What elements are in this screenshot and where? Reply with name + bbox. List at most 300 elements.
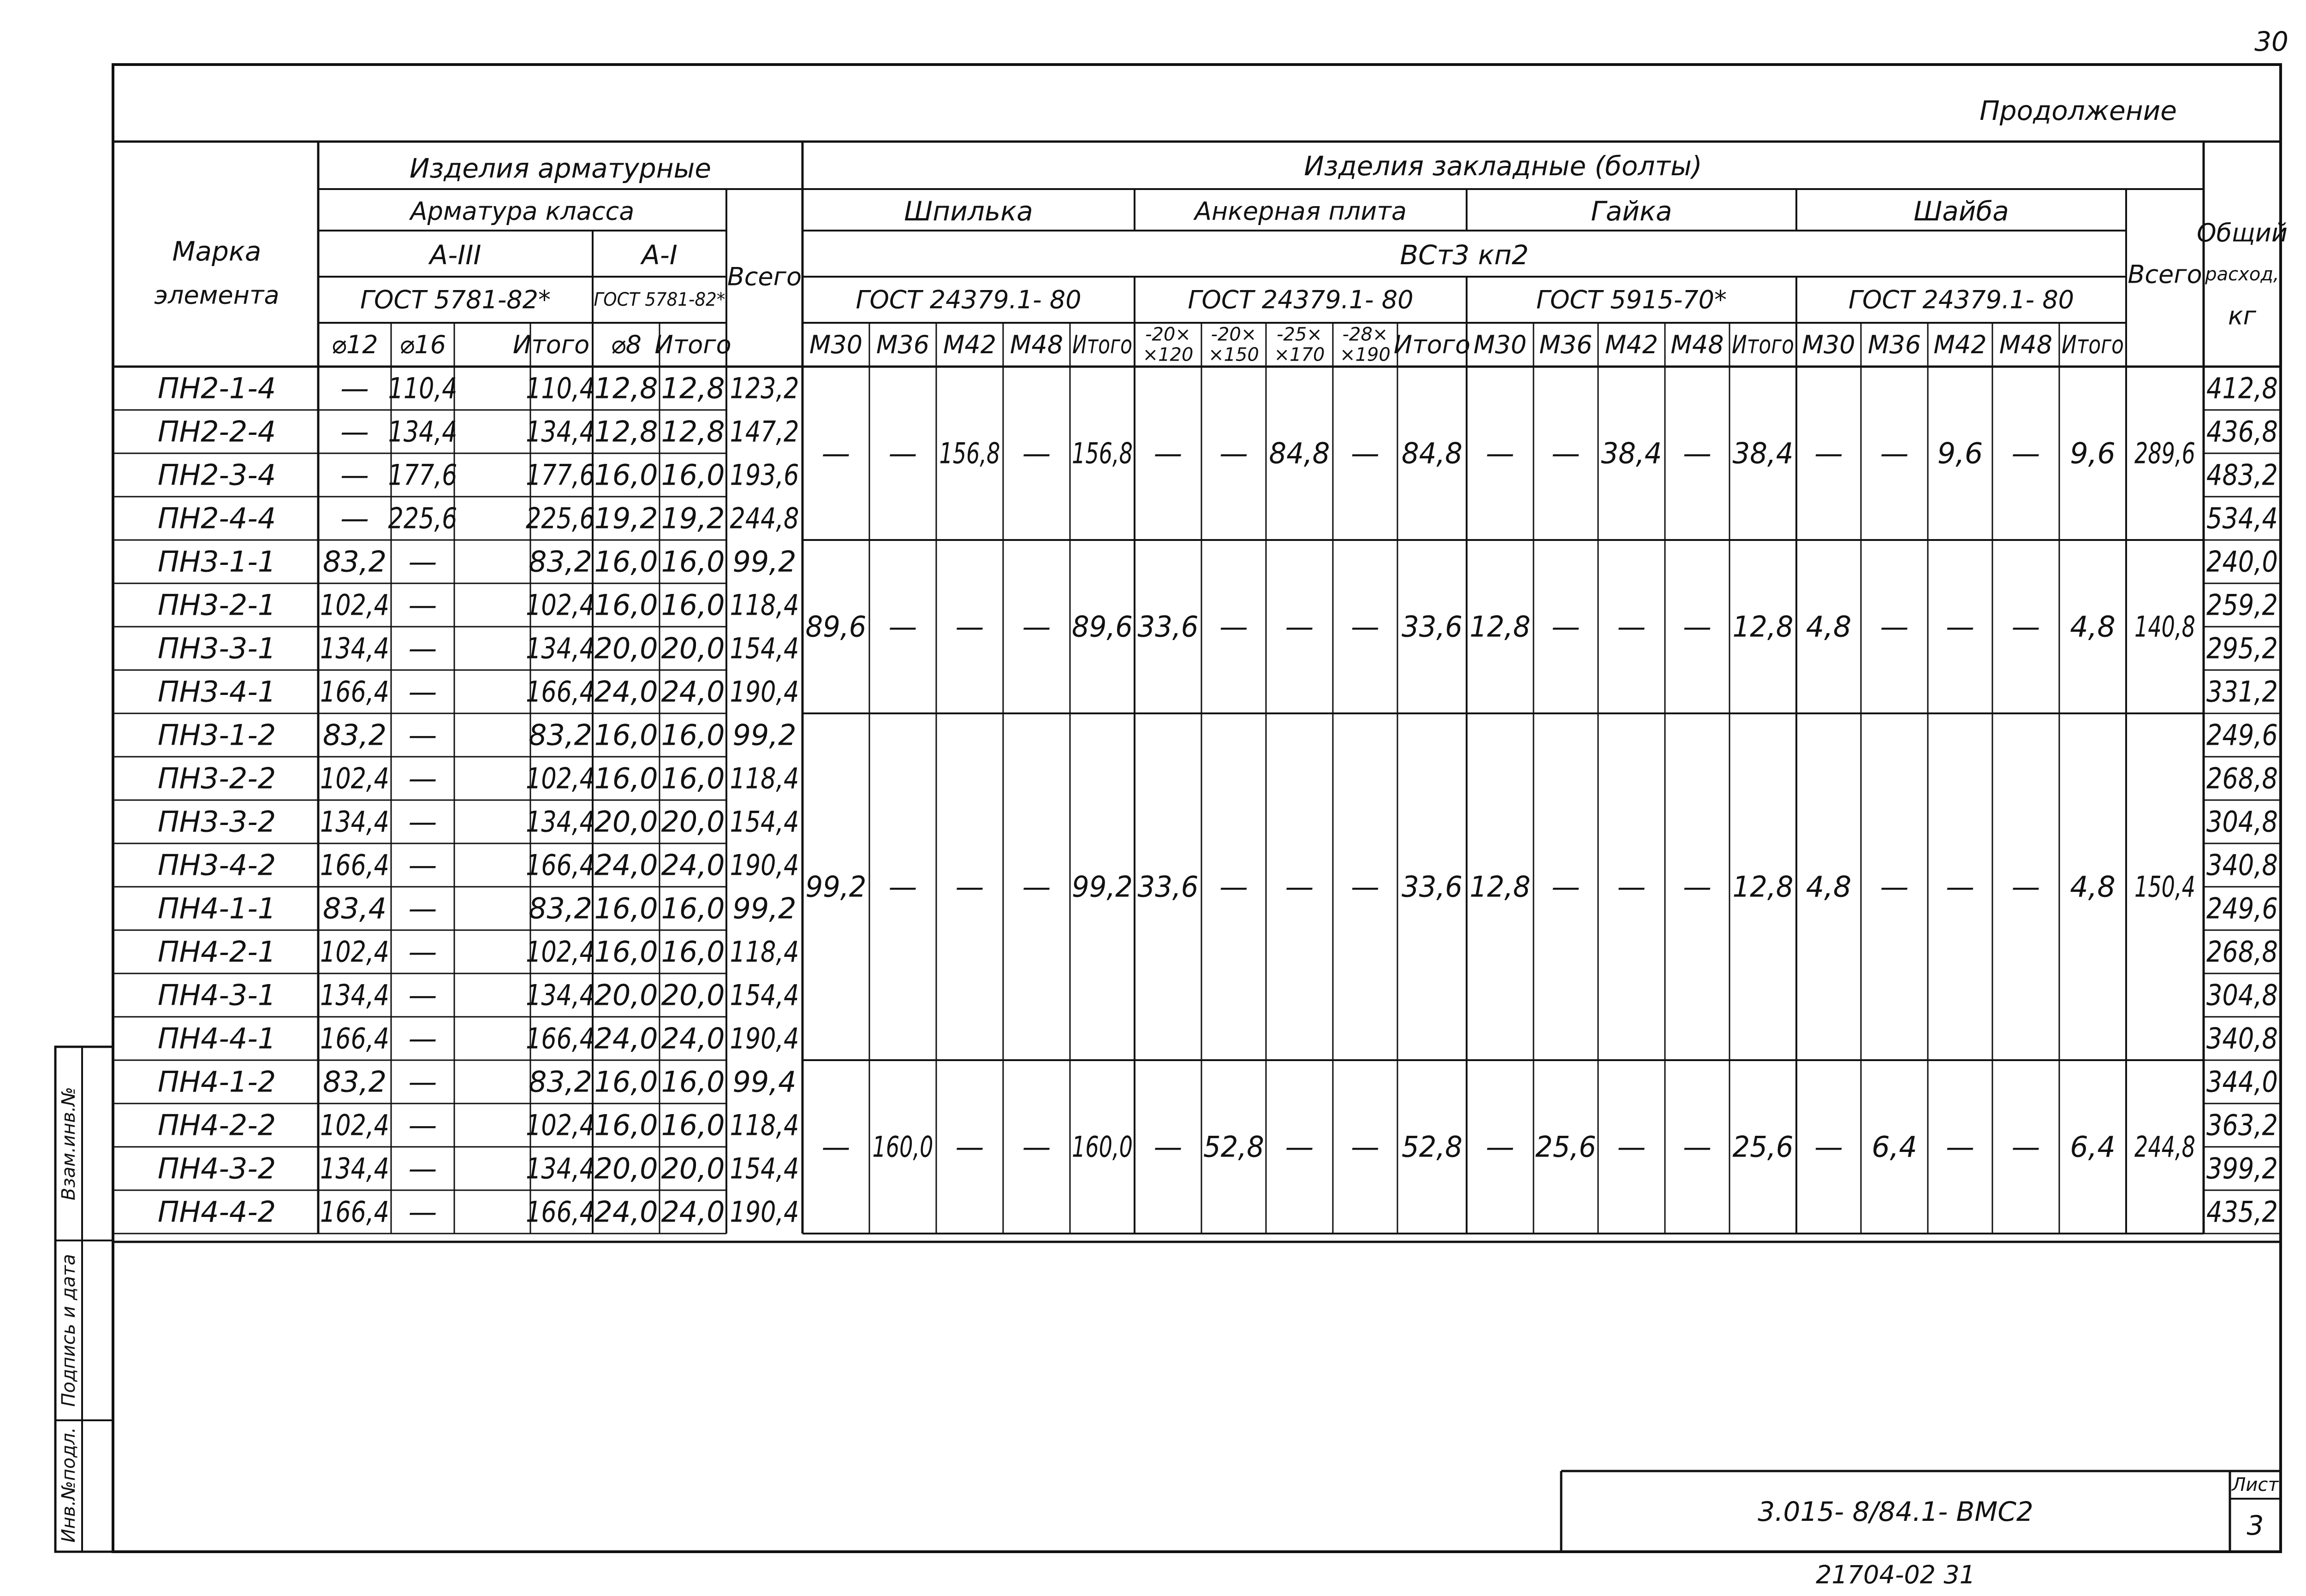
subcol-nut-5: Итого [1732, 330, 1794, 359]
row-mark: ПН2-1-4 [157, 371, 276, 405]
cell-d12: 166,4 [320, 1195, 389, 1229]
archive-code: 21704-02 31 [1816, 1560, 1975, 1590]
cell-a1t: 24,0 [661, 848, 725, 882]
cell-d12: 83,2 [322, 1065, 387, 1099]
sheet-number: 3 [2247, 1510, 2264, 1541]
cell-overall: 340,8 [2206, 1021, 2278, 1056]
group-cell: 12,8 [1469, 870, 1531, 904]
cell-d12: 166,4 [320, 848, 389, 882]
group-cell: 25,6 [1535, 1130, 1596, 1164]
group-cell: 84,8 [1269, 436, 1330, 470]
group-cell: — [888, 436, 917, 470]
group-cell: 4,8 [1806, 870, 1852, 904]
subcol-d12: ⌀12 [331, 330, 378, 359]
cell-d12: — [340, 501, 369, 535]
group-cell: — [1486, 436, 1515, 470]
row-mark: ПН3-3-2 [157, 805, 276, 839]
cell-d16: — [408, 805, 437, 839]
cell-total: 190,4 [730, 848, 799, 882]
rebar-total-header: Всего [727, 262, 802, 291]
subcol-plate-4: -28× [1342, 324, 1388, 345]
group-cell: 12,8 [1732, 870, 1794, 904]
row-mark: ПН4-1-2 [157, 1065, 276, 1099]
cell-overall: 304,8 [2206, 978, 2278, 1012]
cell-a1t: 24,0 [661, 1021, 725, 1056]
group-cell: — [821, 1130, 850, 1164]
cell-d8: 20,0 [594, 805, 658, 839]
rebar-title: Изделия арматурные [409, 153, 712, 184]
side-stamp-label: Взам.инв.№ [58, 1086, 79, 1201]
group-cell: — [1683, 870, 1712, 904]
group-cell: — [1814, 1130, 1843, 1164]
group-cell: — [1880, 436, 1909, 470]
row-mark: ПН3-1-2 [157, 718, 276, 752]
group-cell: — [955, 610, 984, 644]
cell-d16: — [408, 1021, 437, 1056]
side-stamp-label: Инв.№подл. [58, 1427, 79, 1543]
sheet-label: Лист [2232, 1474, 2279, 1495]
cell-d16: — [408, 891, 437, 926]
group-cell: — [1880, 610, 1909, 644]
group-cell: — [1617, 610, 1646, 644]
cell-overall: 435,2 [2206, 1195, 2278, 1229]
subcol-washer-2: М36 [1867, 330, 1921, 359]
cell-d8: 16,0 [594, 1108, 658, 1142]
subcol-stud-4: М48 [1010, 330, 1064, 359]
gost-a1-label: ГОСТ 5781-82* [594, 289, 725, 310]
group-cell: — [1219, 610, 1248, 644]
cell-d16: — [408, 631, 437, 665]
cell-overall: 268,8 [2206, 761, 2278, 795]
cell-a3t: 83,2 [528, 545, 593, 579]
cell-a3t: 134,4 [526, 631, 595, 665]
cell-overall: 363,2 [2206, 1108, 2278, 1142]
cell-a1t: 19,2 [661, 501, 725, 535]
cell-d16: — [408, 848, 437, 882]
group-cell: 89,6 [805, 610, 867, 644]
cell-d16: — [408, 675, 437, 709]
group-cell: 33,6 [1402, 610, 1462, 644]
page-number: 30 [2254, 26, 2288, 57]
cell-total: 118,4 [730, 588, 799, 622]
cell-a1t: 16,0 [661, 588, 725, 622]
group-cell: 25,6 [1732, 1130, 1794, 1164]
cell-a1t: 24,0 [661, 1195, 725, 1229]
cell-d12: 102,4 [320, 1108, 389, 1142]
group-plate-label: Анкерная плита [1195, 196, 1407, 226]
subcol-stud-3: М42 [943, 330, 997, 359]
cell-d8: 16,0 [594, 761, 658, 795]
cell-overall: 436,8 [2206, 415, 2278, 449]
group-cell: — [1946, 870, 1974, 904]
cell-d12: 102,4 [320, 761, 389, 795]
group-cell: — [1880, 870, 1909, 904]
cell-overall: 344,0 [2206, 1065, 2278, 1099]
cell-total: 244,8 [730, 501, 799, 535]
group-cell: — [1551, 436, 1580, 470]
cell-d16: — [408, 1151, 437, 1186]
cell-d16: — [408, 1195, 437, 1229]
group-cell: — [1551, 610, 1580, 644]
row-mark: ПН3-4-1 [157, 675, 276, 709]
group-cell: — [1351, 870, 1379, 904]
subcol-a1-total: Итого [654, 330, 731, 359]
group-cell: 33,6 [1402, 870, 1462, 904]
group-cell: — [955, 870, 984, 904]
group-cell: 9,6 [2070, 436, 2116, 470]
cell-total: 154,4 [730, 631, 799, 665]
group-cell: 140,8 [2134, 610, 2195, 644]
group-washer-label: Шайба [1914, 196, 2009, 227]
cell-d12: 102,4 [320, 935, 389, 969]
cell-overall: 304,8 [2206, 805, 2278, 839]
cell-total: 123,2 [730, 371, 799, 405]
embed-title: Изделия закладные (болты) [1304, 150, 1702, 182]
group-cell: 33,6 [1137, 870, 1199, 904]
group-cell: 52,8 [1203, 1130, 1264, 1164]
row-mark: ПН4-2-2 [157, 1108, 276, 1142]
group-cell: — [821, 436, 850, 470]
cell-d8: 16,0 [594, 545, 658, 579]
row-mark: ПН4-4-1 [157, 1021, 276, 1056]
cell-d12: 134,4 [320, 631, 389, 665]
cell-a1t: 24,0 [661, 675, 725, 709]
row-mark: ПН4-1-1 [157, 891, 276, 926]
cell-a3t: 166,4 [526, 675, 595, 709]
cell-d16: — [408, 588, 437, 622]
cell-d12: — [340, 371, 369, 405]
cell-a1t: 20,0 [661, 805, 725, 839]
group-cell: — [1946, 610, 1974, 644]
group-cell: — [1285, 870, 1314, 904]
cell-a3t: 134,4 [526, 978, 595, 1012]
group-nut-label: Гайка [1591, 196, 1672, 227]
cell-overall: 399,2 [2206, 1151, 2278, 1186]
subcol-stud-2: М36 [876, 330, 930, 359]
cell-a1t: 16,0 [661, 545, 725, 579]
row-mark: ПН3-2-1 [157, 588, 276, 622]
cell-d8: 16,0 [594, 718, 658, 752]
cell-d8: 16,0 [594, 891, 658, 926]
cell-a1t: 12,8 [661, 415, 725, 449]
gost-a3-label: ГОСТ 5781-82* [360, 285, 551, 314]
subcol-nut-2: М36 [1539, 330, 1593, 359]
mark-header: Марка [172, 236, 262, 267]
cell-a3t: 102,4 [526, 761, 595, 795]
cell-a1t: 16,0 [661, 718, 725, 752]
group-cell: — [888, 610, 917, 644]
cell-d8: 16,0 [594, 935, 658, 969]
group-cell: 160,0 [1072, 1130, 1133, 1164]
cell-total: 190,4 [730, 675, 799, 709]
group-cell: — [1683, 1130, 1712, 1164]
cell-a3t: 134,4 [526, 1151, 595, 1186]
group-cell: — [1351, 436, 1379, 470]
cell-a3t: 102,4 [526, 588, 595, 622]
cell-total: 193,6 [730, 458, 799, 492]
cell-total: 99,4 [732, 1065, 796, 1099]
subcol-plate-4: ×190 [1340, 344, 1391, 366]
subcol-washer-3: М42 [1933, 330, 1987, 359]
group-cell: 89,6 [1072, 610, 1133, 644]
cell-d8: 16,0 [594, 1065, 658, 1099]
cell-d16: — [408, 1108, 437, 1142]
row-mark: ПН2-4-4 [157, 501, 276, 535]
cell-overall: 483,2 [2206, 458, 2278, 492]
group-cell: — [2011, 870, 2040, 904]
cell-d8: 16,0 [594, 588, 658, 622]
gost-stud-label: ГОСТ 24379.1- 80 [856, 285, 1082, 314]
group-cell: — [1683, 436, 1712, 470]
cell-a1t: 12,8 [661, 371, 725, 405]
cell-a3t: 83,2 [528, 1065, 593, 1099]
cell-d12: 166,4 [320, 1021, 389, 1056]
cell-total: 154,4 [730, 805, 799, 839]
row-mark: ПН4-4-2 [157, 1195, 276, 1229]
subcol-washer-4: М48 [1999, 330, 2053, 359]
subcol-plate-3: ×170 [1274, 344, 1325, 366]
cell-d12: 134,4 [320, 805, 389, 839]
cell-total: 99,2 [732, 545, 796, 579]
cell-a3t: 166,4 [526, 1021, 595, 1056]
cell-a3t: 225,6 [526, 501, 595, 535]
group-cell: — [1153, 436, 1183, 470]
group-cell: 4,8 [1806, 610, 1852, 644]
subcol-stud-5: Итого [1072, 330, 1132, 359]
group-cell: 289,6 [2134, 436, 2195, 470]
cell-a1t: 16,0 [661, 1065, 725, 1099]
overall-header: Общий [2197, 218, 2288, 248]
group-cell: 156,8 [939, 436, 1000, 470]
cell-overall: 240,0 [2206, 545, 2278, 579]
cell-overall: 249,6 [2206, 718, 2278, 752]
group-cell: — [1351, 610, 1379, 644]
cell-a1t: 16,0 [661, 761, 725, 795]
cell-d16: — [408, 545, 437, 579]
row-mark: ПН2-3-4 [157, 458, 276, 492]
cell-a1t: 16,0 [661, 935, 725, 969]
cell-a3t: 177,6 [526, 458, 595, 492]
cell-d16: — [408, 978, 437, 1012]
row-mark: ПН3-3-1 [157, 631, 276, 665]
cell-total: 118,4 [730, 1108, 799, 1142]
row-mark: ПН3-1-1 [157, 545, 276, 579]
cell-d16: 177,6 [388, 458, 458, 492]
class-a1-label: А-I [642, 239, 678, 271]
group-cell: — [1551, 870, 1580, 904]
mark-header: элемента [154, 280, 279, 310]
cell-d8: 19,2 [594, 501, 658, 535]
cell-d12: 83,2 [322, 545, 387, 579]
group-cell: 150,4 [2134, 870, 2195, 904]
cell-d8: 16,0 [594, 458, 658, 492]
subcol-plate-3: -25× [1277, 324, 1322, 345]
cell-d12: 83,2 [322, 718, 387, 752]
cell-total: 147,2 [730, 415, 799, 449]
cell-total: 190,4 [730, 1195, 799, 1229]
cell-a3t: 166,4 [526, 848, 595, 882]
group-cell: — [888, 870, 917, 904]
gost-plate-label: ГОСТ 24379.1- 80 [1188, 285, 1414, 314]
subcol-d16: ⌀16 [399, 330, 446, 359]
cell-d16: 225,6 [388, 501, 458, 535]
group-cell: 6,4 [1872, 1130, 1917, 1164]
cell-a1t: 16,0 [661, 891, 725, 926]
cell-d12: 83,4 [322, 891, 387, 926]
subcol-plate-1: -20× [1145, 324, 1191, 345]
group-cell: — [2011, 610, 2040, 644]
group-stud-label: Шпилька [904, 196, 1033, 227]
cell-d8: 24,0 [594, 1195, 658, 1229]
row-mark: ПН2-2-4 [157, 415, 276, 449]
cell-d8: 24,0 [594, 1021, 658, 1056]
group-cell: 4,8 [2070, 870, 2116, 904]
cell-a3t: 134,4 [526, 415, 595, 449]
group-cell: — [2011, 436, 2040, 470]
group-cell: 12,8 [1469, 610, 1531, 644]
cell-d12: — [340, 458, 369, 492]
subcol-nut-3: М42 [1605, 330, 1658, 359]
cell-total: 99,2 [732, 891, 796, 926]
cell-a3t: 110,4 [526, 371, 595, 405]
cell-total: 154,4 [730, 978, 799, 1012]
group-cell: — [1617, 870, 1646, 904]
row-mark: ПН4-3-1 [157, 978, 276, 1012]
continuation-label: Продолжение [1979, 95, 2177, 126]
group-cell: — [1946, 1130, 1974, 1164]
cell-d8: 20,0 [594, 1151, 658, 1186]
embed-total-header: Всего [2128, 260, 2202, 289]
cell-a1t: 16,0 [661, 458, 725, 492]
subcol-nut-1: М30 [1473, 330, 1527, 359]
group-cell: 4,8 [2070, 610, 2116, 644]
group-cell: 6,4 [2070, 1130, 2116, 1164]
subcol-nut-4: М48 [1670, 330, 1724, 359]
cell-a1t: 20,0 [661, 1151, 725, 1186]
group-cell: — [1022, 436, 1051, 470]
cell-total: 118,4 [730, 935, 799, 969]
group-cell: 84,8 [1402, 436, 1462, 470]
cell-d12: 134,4 [320, 978, 389, 1012]
cell-d16: 134,4 [388, 415, 458, 449]
group-cell: — [955, 1130, 984, 1164]
rebar-class-label: Арматура класса [410, 196, 635, 226]
gost-washer-label: ГОСТ 24379.1- 80 [1848, 285, 2074, 314]
cell-overall: 268,8 [2206, 935, 2278, 969]
subcol-plate-total: Итого [1393, 330, 1471, 359]
group-cell: 52,8 [1402, 1130, 1462, 1164]
group-cell: — [1153, 1130, 1183, 1164]
class-a3-label: А-III [429, 239, 481, 271]
cell-overall: 259,2 [2206, 588, 2278, 622]
cell-total: 99,2 [732, 718, 796, 752]
subcol-stud-1: М30 [809, 330, 863, 359]
cell-total: 190,4 [730, 1021, 799, 1056]
subcol-plate-2: ×150 [1208, 344, 1259, 366]
group-cell: — [1814, 436, 1843, 470]
steel-grade-label: ВСт3 кп2 [1400, 239, 1529, 271]
group-cell: — [1285, 610, 1314, 644]
cell-overall: 534,4 [2206, 501, 2278, 535]
cell-d16: — [408, 718, 437, 752]
subcol-plate-2: -20× [1211, 324, 1257, 345]
cell-d16: — [408, 935, 437, 969]
group-cell: — [1022, 610, 1051, 644]
row-mark: ПН3-2-2 [157, 761, 276, 795]
subcol-washer-1: М30 [1802, 330, 1855, 359]
subcol-a3-total: Итого [512, 330, 590, 359]
row-mark: ПН4-3-2 [157, 1151, 276, 1186]
group-cell: 9,6 [1937, 436, 1983, 470]
cell-overall: 295,2 [2206, 631, 2278, 665]
group-cell: 99,2 [805, 870, 867, 904]
subcol-d8: ⌀8 [611, 330, 642, 359]
group-cell: 244,8 [2134, 1130, 2195, 1164]
cell-d16: — [408, 1065, 437, 1099]
row-mark: ПН4-2-1 [157, 935, 276, 969]
cell-d12: — [340, 415, 369, 449]
side-stamp-label: Подпись и дата [58, 1254, 79, 1407]
group-cell: — [1285, 1130, 1314, 1164]
cell-a1t: 16,0 [661, 1108, 725, 1142]
cell-a3t: 83,2 [528, 891, 593, 926]
document-code: 3.015- 8/84.1- ВМС2 [1758, 1496, 2033, 1527]
cell-d12: 102,4 [320, 588, 389, 622]
subcol-washer-5: Итого [2062, 330, 2124, 359]
group-cell: — [1219, 436, 1248, 470]
overall-header: кг [2228, 301, 2256, 331]
cell-d8: 12,8 [594, 371, 658, 405]
group-cell: — [1617, 1130, 1646, 1164]
cell-total: 118,4 [730, 761, 799, 795]
cell-a3t: 134,4 [526, 805, 595, 839]
cell-d12: 134,4 [320, 1151, 389, 1186]
subcol-plate-1: ×120 [1142, 344, 1194, 366]
overall-header: расход, [2205, 264, 2279, 285]
cell-total: 154,4 [730, 1151, 799, 1186]
group-cell: 38,4 [1601, 436, 1662, 470]
cell-a3t: 83,2 [528, 718, 593, 752]
cell-d8: 24,0 [594, 675, 658, 709]
cell-d8: 20,0 [594, 978, 658, 1012]
group-cell: — [1486, 1130, 1515, 1164]
cell-a3t: 102,4 [526, 935, 595, 969]
cell-d12: 166,4 [320, 675, 389, 709]
row-mark: ПН3-4-2 [157, 848, 276, 882]
group-cell: — [1683, 610, 1712, 644]
cell-overall: 412,8 [2206, 371, 2278, 405]
group-cell: 160,0 [872, 1130, 933, 1164]
group-cell: — [1022, 1130, 1051, 1164]
group-cell: 12,8 [1732, 610, 1794, 644]
cell-d8: 12,8 [594, 415, 658, 449]
group-cell: 33,6 [1137, 610, 1199, 644]
cell-d8: 24,0 [594, 848, 658, 882]
cell-a1t: 20,0 [661, 631, 725, 665]
group-cell: — [1022, 870, 1051, 904]
group-cell: — [1351, 1130, 1379, 1164]
gost-nut-label: ГОСТ 5915-70* [1536, 285, 1727, 314]
group-cell: — [1219, 870, 1248, 904]
cell-d16: — [408, 761, 437, 795]
cell-d16: 110,4 [388, 371, 458, 405]
cell-overall: 249,6 [2206, 891, 2278, 926]
group-cell: 99,2 [1072, 870, 1133, 904]
cell-a3t: 102,4 [526, 1108, 595, 1142]
cell-overall: 340,8 [2206, 848, 2278, 882]
cell-a3t: 166,4 [526, 1195, 595, 1229]
cell-a1t: 20,0 [661, 978, 725, 1012]
